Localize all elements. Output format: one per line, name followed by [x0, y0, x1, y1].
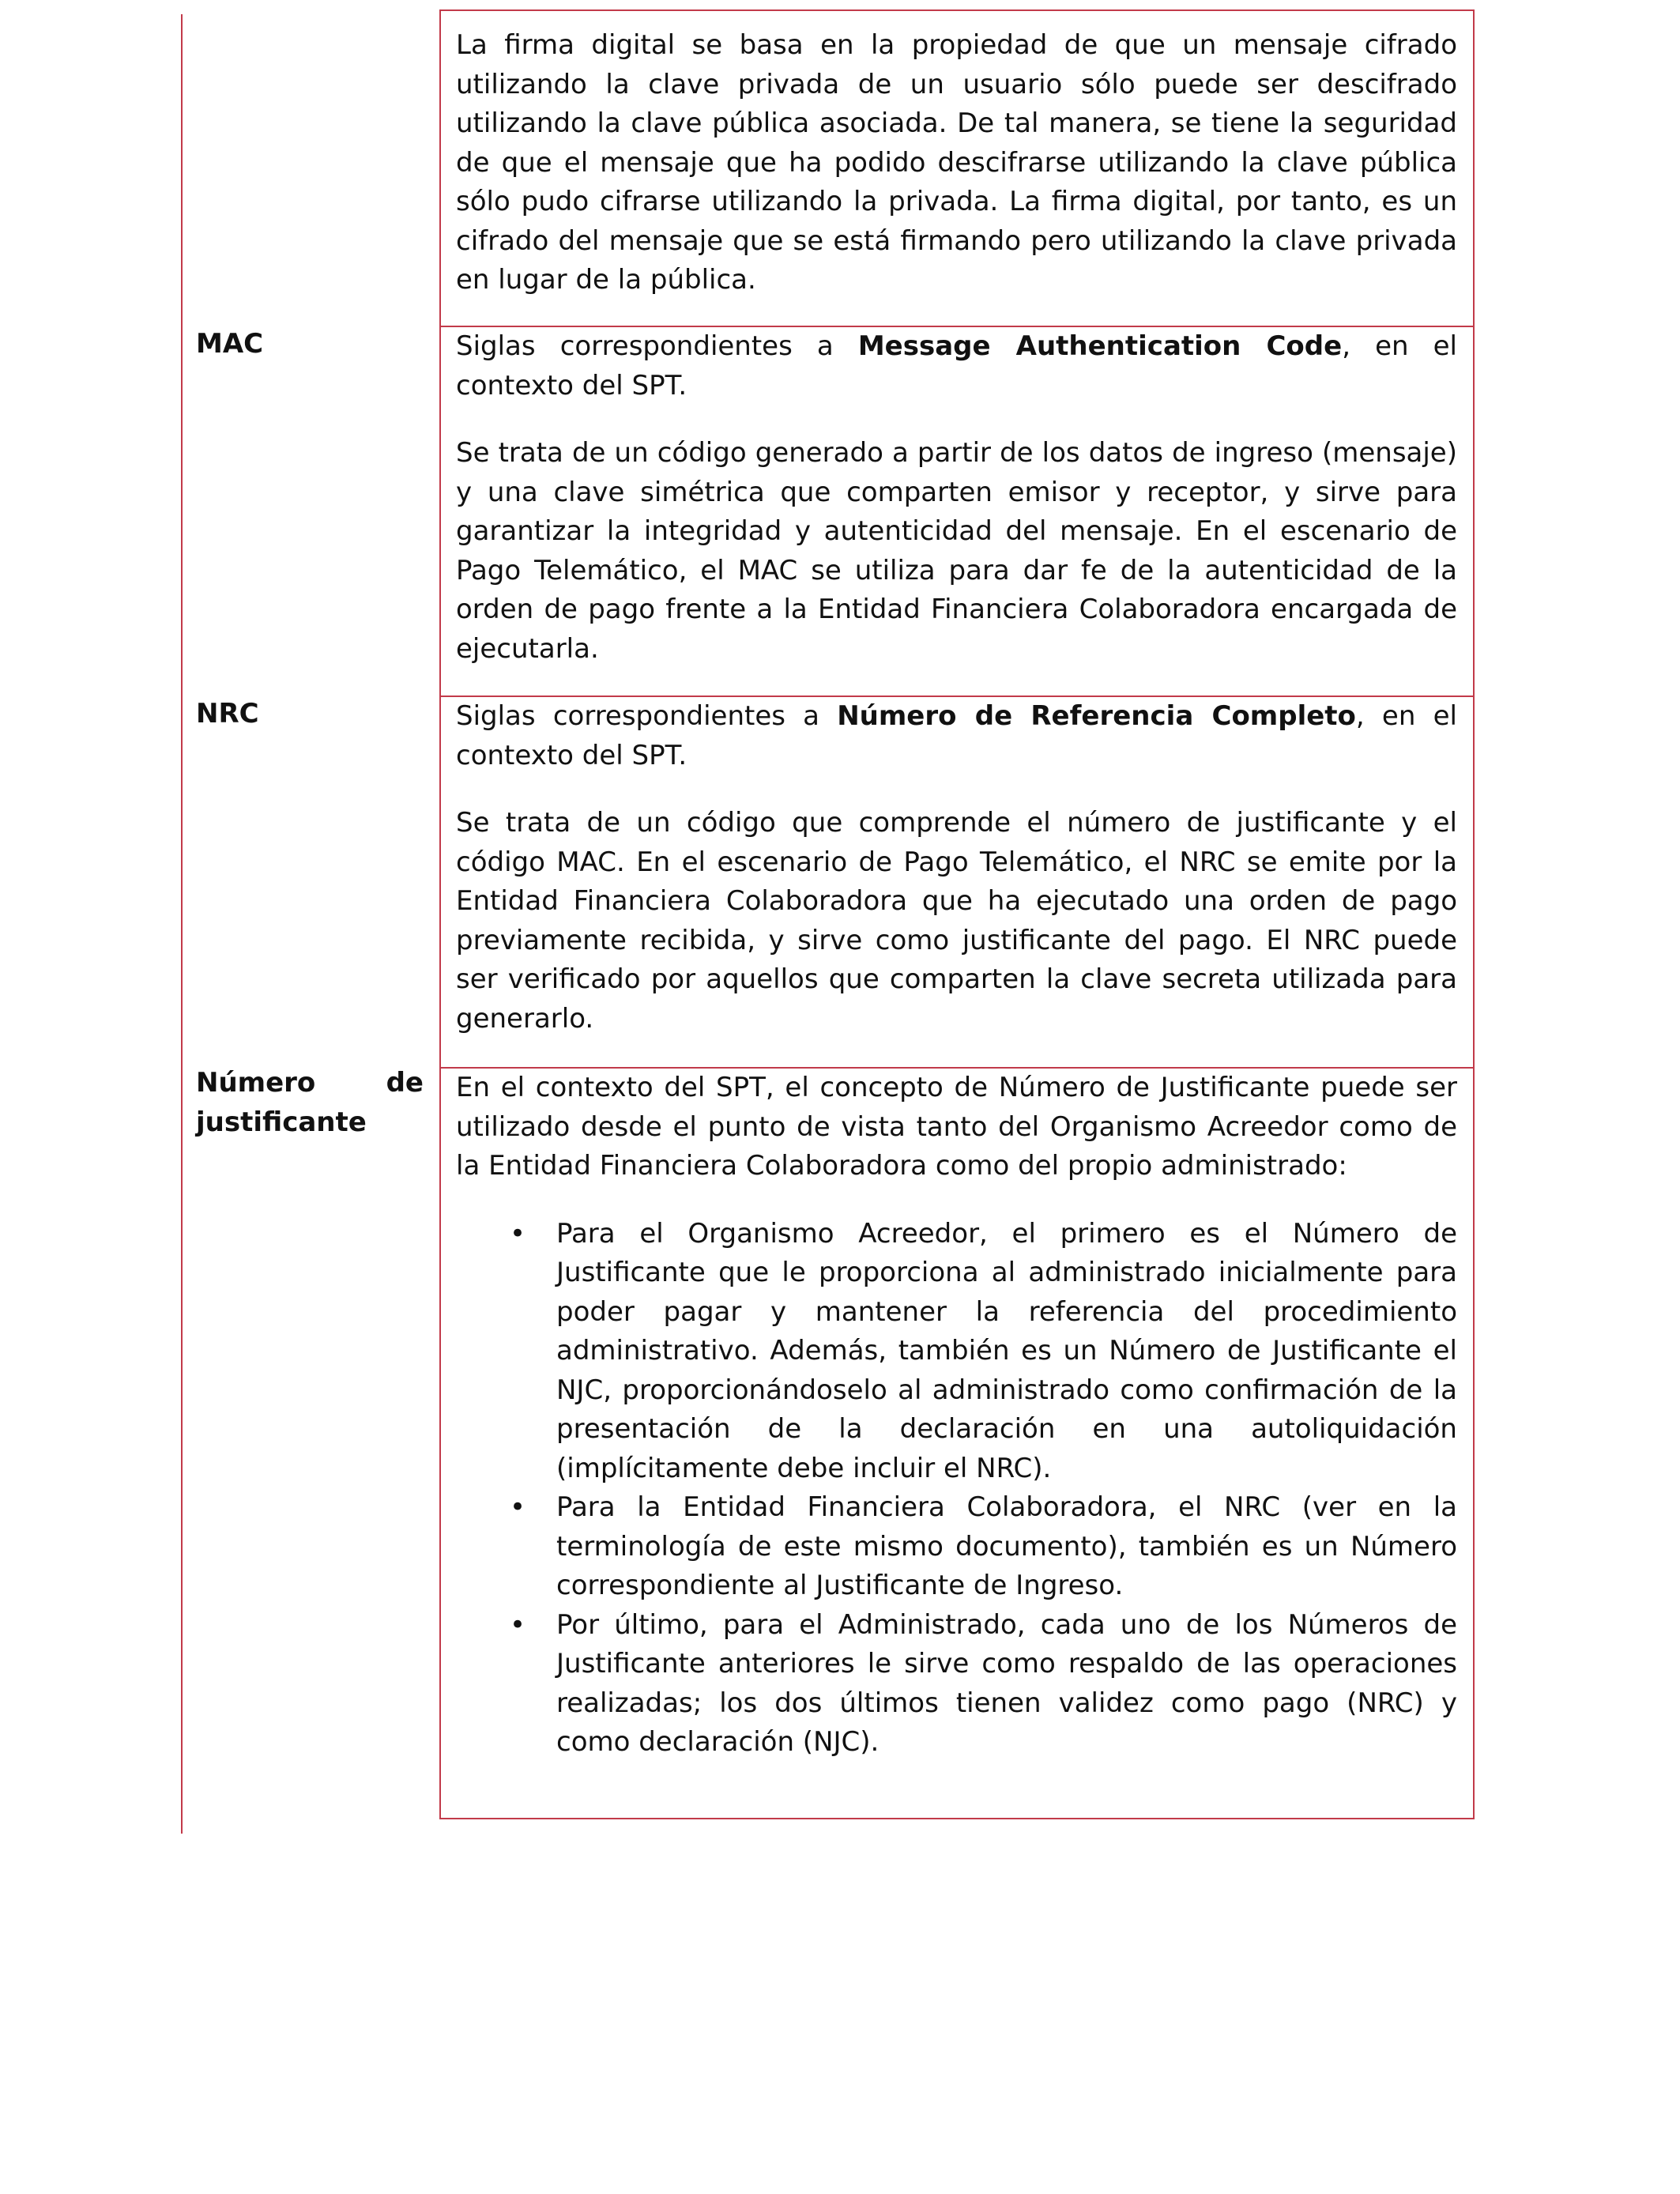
table-left-border	[181, 14, 183, 1834]
term-label-line: justificante	[196, 1106, 367, 1138]
list-item: • Por último, para el Administrado, cada uno de los Números de Justificante anteriores le sirve como respaldo de las operaciones realizadas; los dos últimos tienen validez como pago (NRC) y como declaración (NJC).	[456, 1606, 1457, 1762]
bullet-icon: •	[510, 1491, 526, 1523]
term-nrc	[196, 695, 424, 734]
definition-paragraph: En el contexto del SPT, el concepto de Número de Justificante puede ser utilizado desde el punto de vista tanto del Organismo Acreedor como de la Entidad Financiera Colaboradora como del propio administrado:	[456, 1072, 1457, 1182]
definition-paragraph: Se trata de un código que comprende el número de justificante y el código MAC. En el escenario de Pago Telemático, el NRC se emite por la Entidad Financiera Colaboradora que ha ejecutado una orden de pago previamente recibida, y sirve como justificante del pago. El NRC puede ser verificado por aquellos que comparten la clave secreta utilizada para generarlo.	[456, 807, 1457, 1035]
definition-intro: Siglas correspondientes a Message Authentication Code, en el contexto del SPT.	[456, 330, 1457, 401]
definition-cell-mac	[439, 326, 1475, 697]
definition-paragraph: La firma digital se basa en la propiedad de que un mensaje cifrado utilizando la clave privada de un usuario sólo puede ser descifrado utilizando la clave pública asociada. De tal manera, se tiene la seguridad de que el mensaje que ha podido descifrarse utilizando la clave pública sólo pudo cifrarse utilizando la privada. La firma digital, por tanto, es un cifrado del mensaje que se está firmando pero utilizando la clave privada en lugar de la pública.	[456, 29, 1457, 296]
acronym-expansion: Message Authentication Code	[857, 330, 1343, 362]
list-item: • Para la Entidad Financiera Colaboradora, el NRC (ver en la terminología de este mismo documento), también es un Número correspondiente al Justificante de Ingreso.	[456, 1488, 1457, 1606]
bullet-list	[456, 1215, 1457, 1762]
term-label: MAC	[196, 328, 264, 360]
definition-paragraph: Se trata de un código generado a partir de los datos de ingreso (mensaje) y una clave simétrica que comparten emisor y receptor, y sirve para garantizar la integridad y autenticidad del mensaje. En el escenario de Pago Telemático, el MAC se utiliza para dar fe de la autenticidad de la orden de pago frente a la Entidad Financiera Colaboradora encargada de ejecutarla.	[456, 437, 1457, 665]
bullet-icon: •	[510, 1217, 526, 1250]
definition-cell-firma-digital	[439, 9, 1475, 327]
term-label-line: Número de	[196, 1067, 424, 1099]
bullet-icon: •	[510, 1608, 526, 1641]
definition-intro: Siglas correspondientes a Número de Referencia Completo, en el contexto del SPT.	[456, 700, 1457, 771]
definition-cell-nrc	[439, 696, 1475, 1069]
acronym-expansion: Número de Referencia Completo	[837, 700, 1356, 732]
term-numero-de-justificante	[196, 1064, 424, 1142]
definition-cell-numero-de-justificante	[439, 1067, 1475, 1819]
term-mac	[196, 325, 424, 364]
list-item: • Para el Organismo Acreedor, el primero es el Número de Justificante que le proporciona al administrado inicialmente para poder pagar y mantener la referencia del procedimiento administrativo. Además, también es un Número de Justificante el NJC, proporcionándoselo al administrado como confirmación de la presentación de la declaración en una autoliquidación (implícitamente debe incluir el NRC).	[456, 1215, 1457, 1489]
term-label: NRC	[196, 698, 259, 729]
